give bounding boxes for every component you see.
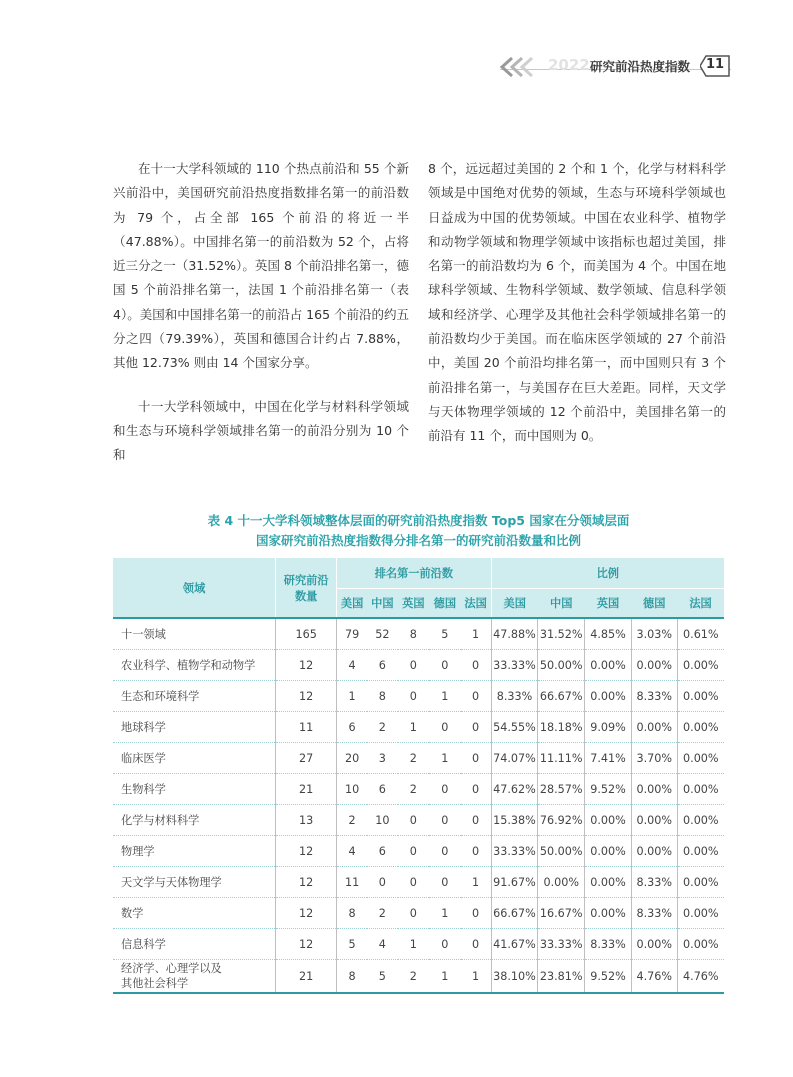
page-number-tab (700, 55, 730, 77)
table-cell-ratio: 0.00% (677, 743, 724, 774)
table-cell-first: 2 (367, 712, 397, 743)
field-line2: 其他社会科学 (121, 977, 189, 990)
table-cell-count: 13 (276, 805, 337, 836)
table-cell-field: 生态和环境科学 (113, 681, 276, 712)
paragraph: 8 个，远远超过美国的 2 个和 1 个，化学与材料科学领域是中国绝对优势的领域，生态与环境科学领域也日益成为中国的优势领域。中国在农业科学、植物学和动物学领域和物理学领域中该指标也超过美国，排名第一的前沿数均为 6 个，而美国为 4 个。中国在地球科学领域、生物科学领域、数学领域、信息科学领域和经济学、心理学及其他社会科学领域排名第一的前沿数均少于美国。而在临床医学领域的 27 个前沿中，美国 20 个前沿均排名第一，而中国则只有 3 个前沿排名第一，与美国存在巨大差距。同样，天文学与天体物理学领域的 12 个前沿中，美国排名第一的前沿有 11 个，而中国则为 0。 (428, 161, 726, 444)
table-cell-field: 地球科学 (113, 712, 276, 743)
table-cell-first: 0 (429, 774, 461, 805)
table-cell-ratio: 8.33% (631, 867, 677, 898)
table-cell-ratio: 66.67% (491, 898, 538, 929)
table-cell-first: 10 (367, 805, 397, 836)
table-cell-ratio: 9.09% (585, 712, 632, 743)
table-cell-ratio: 31.52% (538, 618, 585, 650)
table-cell-field: 十一领域 (113, 618, 276, 650)
header-ratio-group: 比例 (491, 558, 724, 589)
table-cell-ratio: 76.92% (538, 805, 585, 836)
header-country: 中国 (538, 589, 585, 619)
table-cell-first: 0 (461, 743, 492, 774)
table-cell-first: 3 (367, 743, 397, 774)
table-cell-ratio: 8.33% (631, 681, 677, 712)
table-cell-first: 1 (398, 712, 430, 743)
table-cell-ratio: 33.33% (491, 650, 538, 681)
table-cell-ratio: 33.33% (538, 929, 585, 960)
table-cell-first: 1 (429, 960, 461, 994)
table-cell-first: 1 (461, 960, 492, 994)
header-count-line2: 数量 (294, 589, 318, 603)
header-country: 法国 (461, 589, 492, 619)
table-cell-first: 1 (461, 618, 492, 650)
table-cell-first: 0 (398, 898, 430, 929)
header-field: 领域 (113, 558, 276, 618)
header-country: 英国 (398, 589, 430, 619)
table-cell-field: 物理学 (113, 836, 276, 867)
table-cell-first: 6 (337, 712, 367, 743)
table-cell-ratio: 4.76% (677, 960, 724, 994)
table-cell-first: 0 (398, 836, 430, 867)
table-cell-count: 165 (276, 618, 337, 650)
table-cell-ratio: 3.03% (631, 618, 677, 650)
table-cell-first: 8 (367, 681, 397, 712)
header-count (276, 558, 337, 618)
table-cell-ratio: 47.62% (491, 774, 538, 805)
table-cell-ratio: 4.85% (585, 618, 632, 650)
table-cell-first: 5 (337, 929, 367, 960)
table-cell-first: 10 (337, 774, 367, 805)
table-cell-first: 6 (367, 650, 397, 681)
table-cell-first: 4 (337, 650, 367, 681)
table-cell-count: 12 (276, 836, 337, 867)
table-cell-ratio: 0.00% (585, 805, 632, 836)
page-number: 11 (706, 57, 725, 72)
table-cell-first: 52 (367, 618, 397, 650)
table-cell-first: 0 (398, 681, 430, 712)
field-line1: 经济学、心理学以及 (121, 962, 222, 975)
table-cell-ratio: 50.00% (538, 650, 585, 681)
table-cell-first: 0 (398, 650, 430, 681)
header-country: 英国 (585, 589, 632, 619)
table-cell-first: 1 (429, 898, 461, 929)
table-cell-first: 0 (461, 712, 492, 743)
header-count-line1: 研究前沿 (283, 573, 329, 587)
header-title: 研究前沿热度指数 (590, 59, 691, 74)
table-cell-first: 0 (429, 712, 461, 743)
table-cell-ratio: 3.70% (631, 743, 677, 774)
table-cell-ratio: 0.00% (677, 898, 724, 929)
table-cell-count: 21 (276, 960, 337, 994)
table-cell-count: 21 (276, 774, 337, 805)
table-cell-first: 2 (398, 960, 430, 994)
table-cell-ratio: 15.38% (491, 805, 538, 836)
table-row (113, 618, 724, 650)
table-cell-count: 12 (276, 929, 337, 960)
table-cell-ratio: 91.67% (491, 867, 538, 898)
header-country: 美国 (491, 589, 538, 619)
table-cell-first: 0 (461, 774, 492, 805)
table-cell-ratio: 8.33% (585, 929, 632, 960)
table-cell-ratio: 18.18% (538, 712, 585, 743)
paragraph: 十一大学科领域中，中国在化学与材料科学领域和生态与环境科学领域排名第一的前沿分别为 10 个和 (113, 398, 409, 463)
table-cell-first: 0 (429, 836, 461, 867)
table-caption-line1: 表 4 十一大学科领域整体层面的研究前沿热度指数 Top5 国家在分领域层面 (207, 513, 630, 528)
table-cell-count: 12 (276, 650, 337, 681)
table-cell-count: 12 (276, 867, 337, 898)
table-row (113, 898, 724, 929)
frontier-table (113, 558, 724, 994)
table-cell-ratio: 4.76% (631, 960, 677, 994)
table-row (113, 867, 724, 898)
table-cell-field: 信息科学 (113, 929, 276, 960)
table-cell-ratio: 0.00% (677, 929, 724, 960)
table-cell-count: 11 (276, 712, 337, 743)
table-cell-ratio: 0.00% (585, 650, 632, 681)
table-cell-ratio: 8.33% (491, 681, 538, 712)
table-cell-ratio: 0.00% (585, 867, 632, 898)
table-cell-ratio: 0.00% (677, 805, 724, 836)
table-cell-field: 数学 (113, 898, 276, 929)
table-cell-first: 0 (461, 836, 492, 867)
paragraph: 在十一大学科领域的 110 个热点前沿和 55 个新兴前沿中，美国研究前沿热度指数排名第一的前沿数为 79 个，占全部 165 个前沿的将近一半（47.88%）。中国排名第一的前沿数为 52 个，占将近三分之一（31.52%）。英国 8 个前沿排名第一，德国 5 个前沿排名第一，法国 1 个前沿排名第一（表 4）。美国和中国排名第一的前沿占 165 个前沿的约五分之四（79.39%），英国和德国合计约占 7.88%，其他 12.73% 则由 14 个国家分享。 (113, 161, 410, 371)
table-cell-field: 农业科学、植物学和动物学 (113, 650, 276, 681)
table-cell-first: 0 (461, 805, 492, 836)
table-cell-ratio: 0.00% (585, 836, 632, 867)
table-cell-ratio: 23.81% (538, 960, 585, 994)
table-row (113, 650, 724, 681)
header-country: 德国 (631, 589, 677, 619)
table-cell-ratio: 11.11% (538, 743, 585, 774)
table-cell-count: 12 (276, 681, 337, 712)
table-cell-first: 2 (398, 774, 430, 805)
table-cell-first: 1 (429, 681, 461, 712)
text-column-left (113, 157, 409, 468)
table-cell-first: 1 (398, 929, 430, 960)
table-row (113, 712, 724, 743)
table-cell-first: 6 (367, 836, 397, 867)
table-cell-first: 0 (398, 867, 430, 898)
table-cell-ratio: 9.52% (585, 774, 632, 805)
table-cell-first: 0 (398, 805, 430, 836)
table-cell-first: 4 (337, 836, 367, 867)
table-cell-ratio: 0.00% (585, 898, 632, 929)
table-cell-ratio: 9.52% (585, 960, 632, 994)
table-row (113, 960, 724, 994)
table-cell-first: 0 (429, 929, 461, 960)
header-country: 法国 (677, 589, 724, 619)
table-cell-ratio: 0.00% (677, 836, 724, 867)
table-cell-field: 天文学与天体物理学 (113, 867, 276, 898)
table-cell-field: 化学与材料科学 (113, 805, 276, 836)
table-cell-ratio: 0.00% (677, 650, 724, 681)
table-cell-first: 8 (337, 960, 367, 994)
table-cell-ratio: 0.00% (631, 712, 677, 743)
table-cell-first: 0 (429, 805, 461, 836)
table-cell-ratio: 66.67% (538, 681, 585, 712)
table-cell-first: 0 (429, 867, 461, 898)
table-cell-ratio: 0.00% (631, 650, 677, 681)
table-body (113, 618, 724, 993)
table-cell-first: 20 (337, 743, 367, 774)
table-cell-ratio: 74.07% (491, 743, 538, 774)
table-cell-count: 27 (276, 743, 337, 774)
table-cell-ratio: 38.10% (491, 960, 538, 994)
text-column-right (428, 157, 726, 449)
table-cell-first: 1 (337, 681, 367, 712)
table-cell-ratio: 0.00% (631, 774, 677, 805)
table-cell-ratio: 16.67% (538, 898, 585, 929)
header-year: 2022 (548, 56, 590, 74)
table-cell-first: 0 (461, 929, 492, 960)
table-cell-first: 0 (461, 681, 492, 712)
table-cell-first: 5 (429, 618, 461, 650)
table-row (113, 774, 724, 805)
table-cell-ratio: 0.00% (538, 867, 585, 898)
header-country: 美国 (337, 589, 367, 619)
table-cell-ratio: 0.00% (631, 805, 677, 836)
table-cell-ratio: 0.00% (585, 681, 632, 712)
table-cell-ratio: 0.00% (677, 681, 724, 712)
table-cell-ratio: 0.00% (677, 867, 724, 898)
table-cell-ratio: 0.61% (677, 618, 724, 650)
table-cell-ratio: 0.00% (677, 774, 724, 805)
table-cell-first: 4 (367, 929, 397, 960)
table-cell-first: 5 (367, 960, 397, 994)
header-country: 中国 (367, 589, 397, 619)
table-caption-line2: 国家研究前沿热度指数得分排名第一的研究前沿数量和比例 (255, 533, 581, 548)
table-cell-first: 2 (367, 898, 397, 929)
table-cell-field: 临床医学 (113, 743, 276, 774)
table-cell-ratio: 8.33% (631, 898, 677, 929)
table-cell-first: 0 (461, 898, 492, 929)
table-cell-first: 1 (461, 867, 492, 898)
table-cell-field: 生物科学 (113, 774, 276, 805)
table-cell-field (113, 960, 276, 994)
table-cell-ratio: 28.57% (538, 774, 585, 805)
table-cell-first: 0 (461, 650, 492, 681)
table-cell-ratio: 33.33% (491, 836, 538, 867)
table-cell-ratio: 41.67% (491, 929, 538, 960)
table-row (113, 836, 724, 867)
table-cell-ratio: 54.55% (491, 712, 538, 743)
table-cell-ratio: 0.00% (677, 712, 724, 743)
page-header (0, 0, 793, 90)
table-row (113, 929, 724, 960)
table-cell-ratio: 0.00% (631, 836, 677, 867)
table-cell-ratio: 50.00% (538, 836, 585, 867)
table-row (113, 681, 724, 712)
table-cell-first: 0 (429, 650, 461, 681)
table-cell-ratio: 7.41% (585, 743, 632, 774)
table-cell-first: 6 (367, 774, 397, 805)
header-country: 德国 (429, 589, 461, 619)
table-cell-first: 2 (398, 743, 430, 774)
table-cell-count: 12 (276, 898, 337, 929)
table-cell-first: 0 (367, 867, 397, 898)
table-row (113, 743, 724, 774)
table-cell-ratio: 47.88% (491, 618, 538, 650)
table-cell-ratio: 0.00% (631, 929, 677, 960)
table-cell-first: 11 (337, 867, 367, 898)
table-cell-first: 2 (337, 805, 367, 836)
header-first-group: 排名第一前沿数 (337, 558, 491, 589)
table-cell-first: 79 (337, 618, 367, 650)
chevrons-left-icon (498, 56, 544, 78)
table-row (113, 805, 724, 836)
table-cell-first: 1 (429, 743, 461, 774)
table-cell-first: 8 (337, 898, 367, 929)
table-cell-first: 8 (398, 618, 430, 650)
